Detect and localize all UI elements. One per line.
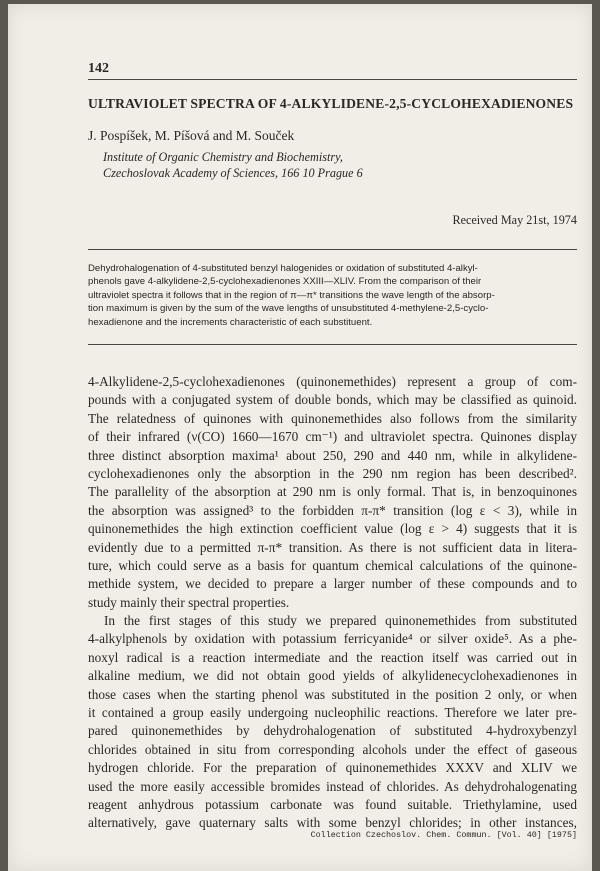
body-line: those cases when the starting phenol was substituted in the position 2 only, or when — [88, 686, 577, 702]
abstract-top-rule — [88, 249, 577, 250]
paragraph-methods — [88, 612, 577, 833]
body-line: pared quinonemethides by dehydrohalogenation of substituted 4-hydroxybenzyl — [88, 723, 577, 739]
body-line: of their infrared (ν(CO) 1660—1670 cm⁻¹) and ultraviolet spectra. Quinones display — [88, 429, 577, 445]
abstract-line: tion maximum is given by the sum of the wave lengths of unsubstituted 4-methylene-2,5-cyclo- — [88, 303, 489, 315]
article-title: ULTRAVIOLET SPECTRA OF 4-ALKYLIDENE-2,5-CYCLOHEXADIENONES — [88, 96, 574, 111]
body-line: ture, which could serve as a basis for quantum chemical calculations of the quinone- — [88, 557, 577, 573]
author-affiliation — [103, 149, 363, 181]
abstract-line: hexadienone and the increments characteristic of each substituent. — [88, 316, 373, 328]
body-line: hydrogen chloride. For the preparation of quinonemethides XXXV and XLIV we — [88, 760, 577, 776]
body-line: alkaline medium, we did not obtain good yields of alkylidenecyclohexadienones in — [88, 668, 577, 684]
abstract-line: ultraviolet spectra it follows that in the region of π—π* transitions the wave length of the absorp- — [88, 289, 495, 301]
page-number: 142 — [88, 61, 109, 76]
body-line: 4-Alkylidene-2,5-cyclohexadienones (quinonemethides) represent a group of com- — [88, 374, 577, 389]
abstract-line: phenols gave 4-alkylidene-2,5-cyclohexadienones XXIII—XLIV. From the comparison of their — [88, 276, 482, 288]
body-line: cyclohexadienones only the absorption in the 290 nm region has been described². — [88, 465, 577, 481]
body-line: three distinct absorption maxima¹ about 250, 290 and 440 nm, while in alkylidene- — [88, 447, 577, 463]
body-line: study mainly their spectral properties. — [88, 594, 290, 610]
journal-page — [8, 4, 592, 871]
body-line: used the more easily accessible bromides instead of chlorides. As dehydrohalogenating — [88, 778, 577, 794]
body-line: quinonemethides the high extinction coefficient value (log ε > 4) suggests that it is — [88, 521, 577, 537]
body-line: evidently due to a permitted π-π* transition. As there is not sufficient data in litera- — [88, 539, 577, 555]
body-line: the absorption was assigned³ to the forbidden π-π* transition (log ε < 3), while in — [88, 502, 577, 518]
header-rule — [88, 79, 577, 80]
abstract — [88, 262, 577, 329]
body-line: 4-alkylphenols by oxidation with potassium ferricyanide⁴ or silver oxide⁵. As a phe- — [88, 631, 577, 647]
body-line: The parallelity of the absorption at 290 nm is only formal. That is, in benzoquinones — [88, 484, 577, 500]
body-line: chlorides obtained in situ from corresponding alcohols under the effect of gaseous — [88, 741, 577, 757]
received-date: Received May 21st, 1974 — [452, 213, 577, 227]
body-line: reagent anhydrous potassium carbonate was found suitable. Triethylamine, used — [88, 796, 577, 812]
paragraph-introduction — [88, 373, 577, 612]
affiliation-line: Czechoslovak Academy of Sciences, 166 10 Prague 6 — [103, 166, 363, 180]
body-line: pounds with a conjugated system of double bonds, which may be classified as quinoid. — [88, 392, 577, 408]
body-line: alternatively, gave quaternary salts with some benzyl chlorides; in other instances, — [88, 815, 577, 831]
body-line: noxyl radical is a reaction intermediate and the reaction itself was carried out in — [88, 649, 577, 665]
journal-citation-footer: Collection Czechoslov. Chem. Commun. [Vol. 40] [1975] — [310, 830, 577, 840]
body-line: The relatedness of quinones with quinonemethides also follows from the similarity — [88, 410, 577, 426]
body-line: it contained a group easily undergoing nucleophilic reactions. Therefore we later pre- — [88, 705, 577, 721]
body-line: methide system, we decided to prepare a larger number of these compounds and to — [88, 576, 577, 592]
body-line: In the first stages of this study we prepared quinonemethides from substituted — [104, 613, 577, 629]
abstract-line: Dehydrohalogenation of 4-substituted benzyl halogenides or oxidation of substituted 4-alkyl- — [88, 263, 478, 274]
affiliation-line: Institute of Organic Chemistry and Biochemistry, — [103, 150, 343, 164]
article-body — [88, 373, 577, 833]
abstract-bottom-rule — [88, 344, 577, 345]
article-authors: J. Pospíšek, M. Píšová and M. Souček — [88, 128, 295, 143]
